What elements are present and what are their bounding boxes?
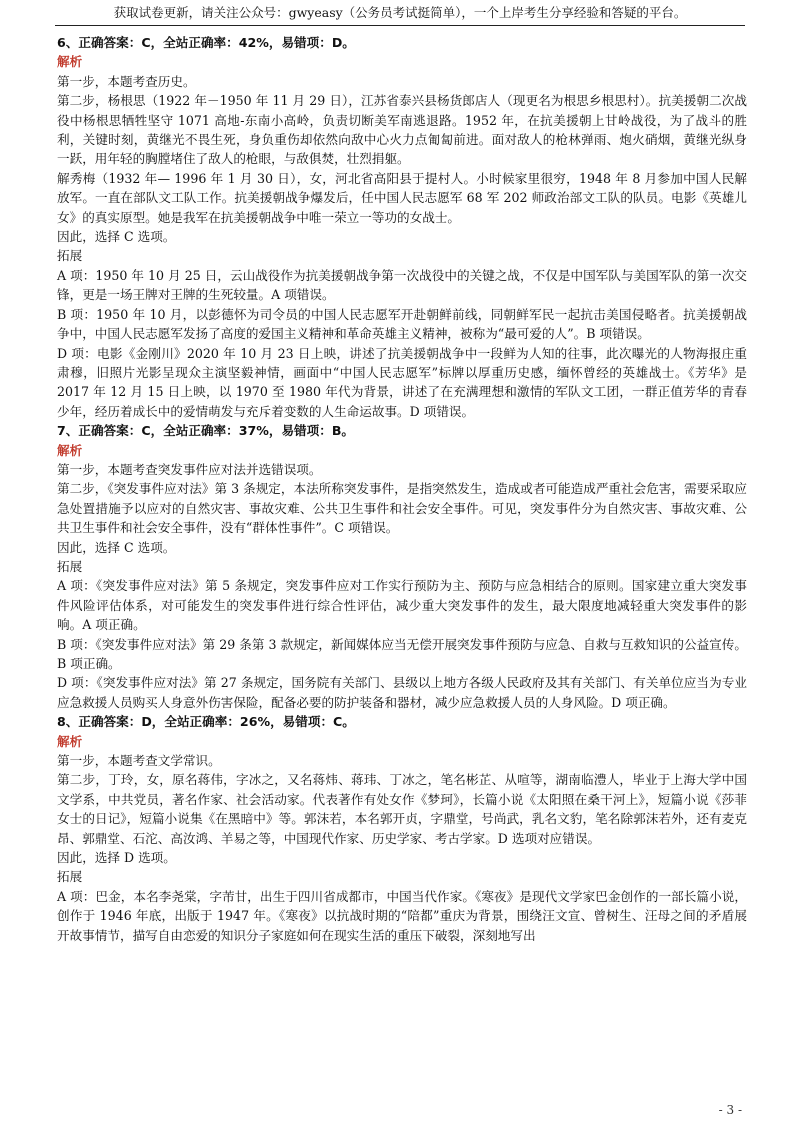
extension-label: 拓展: [57, 248, 83, 264]
answer-line-q6: 6、正确答案：C，全站正确率：42%，易错项：D。: [57, 35, 355, 50]
document-body: [57, 33, 747, 945]
analysis-paragraph: 第二步，杨根思（1922 年－1950 年 11 月 29 日），江苏省泰兴县杨货郎店人（现更名为根思乡根思村）。抗美援朝二次战役中杨根思牺牲坚守 1071 高地-东南小高岭，负责切断美军南逃退路。1952 年，在抗美援朝上甘岭战役，为了战斗的胜利，关键时刻，黄继光不畏生死，身负重伤却依然向敌中心火力点匍匐前进。面对敌人的枪林弹雨、炮火硝烟，黄继光纵身一跃，用年轻的胸膛堵住了敌人的枪眼，与敌俱焚，壮烈捐躯。: [57, 93, 747, 167]
analysis-paragraph: 解秀梅（1932 年— 1996 年 1 月 30 日），女，河北省高阳县于提村人。小时候家里很穷，1948 年 8 月参加中国人民解放军。一直在部队文工队工作。抗美援朝战争爆发后，任中国人民志愿军 68 军 202 师政治部文工队的队员。电影《英雄儿女》的真实原型。她是我军在抗美援朝战争中唯一荣立一等功的女战士。: [57, 170, 747, 225]
analysis-label: 解析: [57, 442, 83, 458]
analysis-paragraph: 第一步，本题考查文学常识。: [57, 753, 221, 769]
analysis-label: 解析: [57, 54, 83, 70]
header-divider: [55, 25, 745, 26]
analysis-paragraph: 第二步，《突发事件应对法》第 3 条规定，本法所称突发事件，是指突然发生，造成或者可能造成严重社会危害，需要采取应急处置措施予以应对的自然灾害、事故灾难、公共卫生事件和社会安全事件。可见，突发事件分为自然灾害、事故灾难、公共卫生事件和社会安全事件，没有“群体性事件”。C 项错误。: [57, 481, 747, 536]
analysis-paragraph: 因此，选择 C 选项。: [57, 539, 176, 555]
extension-label: 拓展: [57, 558, 83, 574]
extension-paragraph: A 项：《突发事件应对法》第 5 条规定，突发事件应对工作实行预防为主、预防与应急相结合的原则。国家建立重大突发事件风险评估体系，对可能发生的突发事件进行综合性评估，减少重大突发事件的发生，最大限度地减轻重大突发事件的影响。A 项正确。: [57, 578, 747, 633]
analysis-label: 解析: [57, 733, 83, 749]
analysis-paragraph: 因此，选择 C 选项。: [57, 229, 176, 245]
extension-paragraph: D 项：电影《金刚川》2020 年 10 月 23 日上映，讲述了抗美援朝战争中一段鲜为人知的往事，此次曝光的人物海报庄重肃穆，旧照片光影呈现众主演坚毅神情，画面中“中国人民志愿军”标牌以厚重历史感，缅怀曾经的英雄战士。《芳华》是 2017 年 12 月 15 日上映，以 1970 至 1980 年代为背景，讲述了在充满理想和激情的军队文工团，一群正值芳华的青春少年，经历着成长中的爱情萌发与充斥着变数的人生命运故事。D 项错误。: [57, 345, 747, 419]
analysis-paragraph: 第一步，本题考查历史。: [57, 73, 196, 89]
page-number: - 3 -: [718, 1103, 742, 1117]
extension-label: 拓展: [57, 869, 83, 885]
page-header: 获取试卷更新，请关注公众号：gwyeasy（公务员考试挺简单），一个上岸考生分享经验和答疑的平台。: [113, 5, 687, 20]
analysis-paragraph: 第一步，本题考查突发事件应对法并选错误项。: [57, 461, 322, 477]
analysis-paragraph: 第二步，丁玲，女，原名蒋伟，字冰之，又名蒋炜、蒋玮、丁冰之，笔名彬芷、从喧等，湖南临澧人，毕业于上海大学中国文学系，中共党员，著名作家、社会活动家。代表著作有处女作《梦珂》，长篇小说《太阳照在桑干河上》，短篇小说《莎菲女士的日记》，短篇小说集《在黑暗中》等。郭沫若，本名郭开贞，字鼎堂，号尚武，乳名文豹，笔名除郭沫若外，还有麦克昂、郭鼎堂、石沱、高汝鸿、羊易之等，中国现代作家、历史学家、考古学家。D 选项对应错误。: [57, 772, 747, 846]
answer-line-q7: 7、正确答案：C，全站正确率：37%，易错项：B。: [57, 423, 355, 439]
extension-paragraph: B 项：《突发事件应对法》第 29 条第 3 款规定，新闻媒体应当无偿开展突发事件预防与应急、自救与互救知识的公益宣传。B 项正确。: [57, 636, 747, 671]
analysis-paragraph: 因此，选择 D 选项。: [57, 850, 176, 866]
extension-paragraph: B 项：1950 年 10 月，以彭德怀为司令员的中国人民志愿军开赴朝鲜前线，同朝鲜军民一起抗击美国侵略者。抗美援朝战争中，中国人民志愿军发扬了高度的爱国主义精神和革命英雄主义精神，被称为“最可爱的人”。B 项错误。: [57, 306, 747, 342]
extension-paragraph: A 项：1950 年 10 月 25 日，云山战役作为抗美援朝战争第一次战役中的关键之战，不仅是中国军队与美国军队的第一次交锋，更是一场王牌对王牌的生死较量。A 项错误。: [57, 267, 747, 303]
extension-paragraph: D 项：《突发事件应对法》第 27 条规定，国务院有关部门、县级以上地方各级人民政府及其有关部门、有关单位应当为专业应急救援人员购买人身意外伤害保险，配备必要的防护装备和器材，减少应急救援人员的人身风险。D 项正确。: [57, 675, 747, 710]
answer-line-q8: 8、正确答案：D，全站正确率：26%，易错项：C。: [57, 714, 355, 730]
extension-paragraph: A 项：巴金，本名李尧棠，字芾甘，出生于四川省成都市，中国当代作家。《寒夜》是现代文学家巴金创作的一部长篇小说，创作于 1946 年底，出版于 1947 年。《寒夜》以抗战时期的“陪都”重庆为背景，围绕汪文宣、曾树生、汪母之间的矛盾展开故事情节，描写自由恋爱的知识分子家庭如何在现实生活的重压下破裂，深刻地写出: [57, 888, 747, 943]
